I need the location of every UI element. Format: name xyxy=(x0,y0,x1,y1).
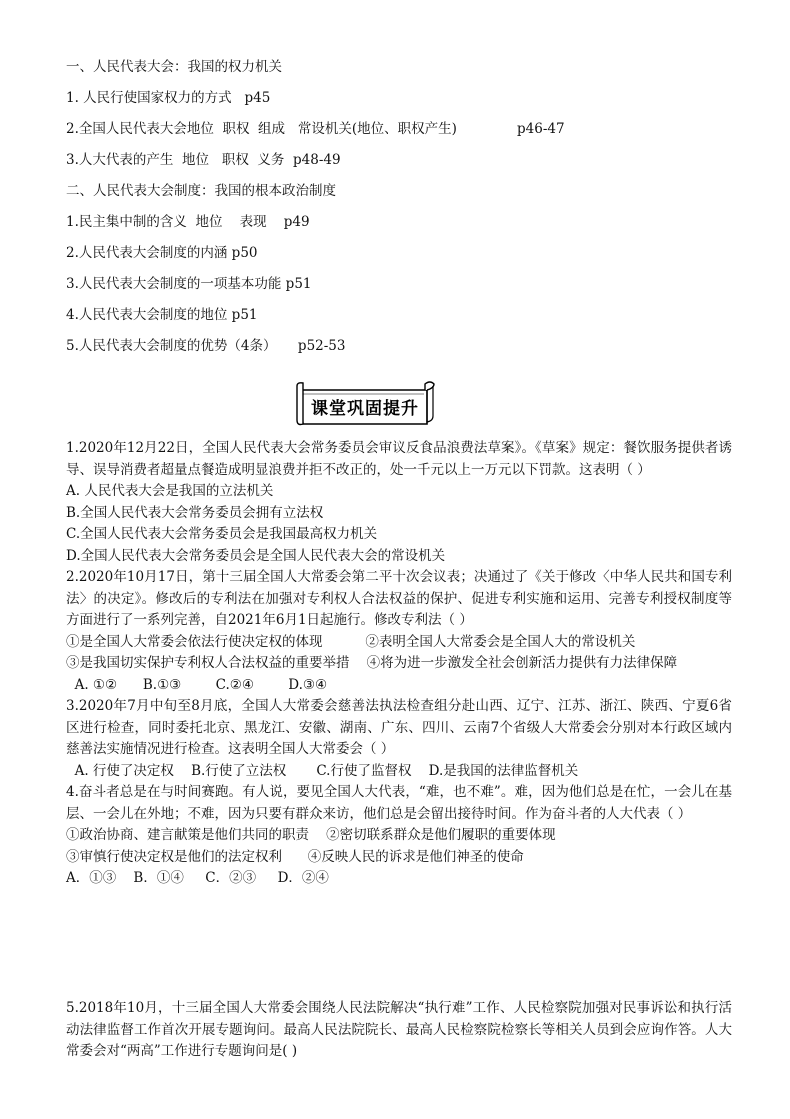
option-a: A. 人民代表大会是我国的立法机关 xyxy=(66,483,274,499)
question-4 xyxy=(66,782,732,890)
section-banner xyxy=(293,380,437,428)
option-d: D.全国人民代表大会常务委员会是全国人民代表大会的常设机关 xyxy=(66,547,446,564)
statement-line: ③是我国切实保护专利权人合法权益的重要举措 ④将为进一步激发全社会创新活力提供有力法律保障 xyxy=(66,655,678,671)
outline-item: 3.人大代表的产生 地位 职权 义务 p48-49 xyxy=(66,152,341,168)
question-stem: 5.2018年10月，十三届全国人大常委会围绕人民法院解决“执行难”工作、人民检察院加强对民事诉讼和执行活动法律监督工作首次开展专题询问。最高人民法院院长、最高人民检察院检察长等相关人员到会应询作答。人大常委会对“两高”工作进行专题询问是( ) xyxy=(66,1000,732,1059)
question-2 xyxy=(66,567,732,696)
answer-options: A．①③ B．①④ C．②③ D．②④ xyxy=(66,870,329,886)
review-outline xyxy=(66,58,726,368)
outline-item: 3.人民代表大会制度的一项基本功能 p51 xyxy=(66,276,312,292)
answer-options: A. 行使了决定权 B.行使了立法权 C.行使了监督权 D.是我国的法律监督机关 xyxy=(66,762,579,779)
question-list xyxy=(66,438,732,890)
question-stem: 3.2020年7月中旬至8月底，全国人大常委会慈善法执法检查组分赴山西、辽宁、江苏、浙江、陕西、宁夏6省区进行检查，同时委托北京、黑龙江、安徽、湖南、广东、四川、云南7个省级人大常委会分别对本行政区域内慈善法实施情况进行检查。这表明全国人大常委会（ ） xyxy=(66,698,732,757)
question-3 xyxy=(66,696,732,782)
outline-item: 1. 人民行使国家权力的方式 p45 xyxy=(66,90,271,106)
question-1 xyxy=(66,438,732,567)
outline-item: 1.民主集中制的含义 地位 表现 p49 xyxy=(66,214,310,230)
outline-item: 2.人民代表大会制度的内涵 p50 xyxy=(66,245,258,261)
statement-line: ①是全国人大常委会依法行使决定权的体现 ②表明全国人大常委会是全国人大的常设机关 xyxy=(66,633,636,650)
question-5 xyxy=(66,998,732,1063)
question-stem: 4.奋斗者总是在与时间赛跑。有人说，要见全国人大代表，“难，也不难”。难，因为他们总是在忙，一会儿在基层、一会儿在外地；不难，因为只要有群众来访，他们总是会留出接待时间。作为奋斗者的人大代表（ ） xyxy=(66,784,732,822)
option-c: C.全国人民代表大会常务委员会是我国最高权力机关 xyxy=(66,526,378,542)
question-stem: 1.2020年12月22日，全国人民代表大会常务委员会审议反食品浪费法草案》。《草案》规定：餐饮服务提供者诱导、误导消费者超量点餐造成明显浪费并拒不改正的，处一千元以上一万元以下罚款。这表明（ ） xyxy=(66,440,732,478)
banner-title: 课堂巩固提升 xyxy=(311,399,419,419)
outline-item: 5.人民代表大会制度的优势（4条） p52-53 xyxy=(66,338,346,354)
answer-options: A. ①② B.①③ C.②④ D.③④ xyxy=(66,676,328,693)
option-b: B.全国人民代表大会常务委员会拥有立法权 xyxy=(66,504,324,521)
outline-item: 2.全国人民代表大会地位 职权 组成 常设机关(地位、职权产生) p46-47 xyxy=(66,121,565,137)
outline-heading-2: 二、人民代表大会制度：我国的根本政治制度 xyxy=(66,183,336,199)
statement-line: ③审慎行使决定权是他们的法定权利 ④反映人民的诉求是他们神圣的使命 xyxy=(66,848,524,865)
outline-item: 4.人民代表大会制度的地位 p51 xyxy=(66,307,258,323)
statement-line: ①政治协商、建言献策是他们共同的职责 ②密切联系群众是他们履职的重要体现 xyxy=(66,827,556,843)
outline-heading-1: 一、人民代表大会：我国的权力机关 xyxy=(66,59,282,75)
question-stem: 2.2020年10月17日，第十三届全国人大常委会第二平十次会议表；决通过了《关于修改〈中华人民共和国专利法〉的决定》。修改后的专利法在加强对专利权人合法权益的保护、促进专利实施和运用、完善专利授权制度等方面进行了一系列完善，自2021年6月1日起施行。修改专利法（ ） xyxy=(66,569,732,628)
